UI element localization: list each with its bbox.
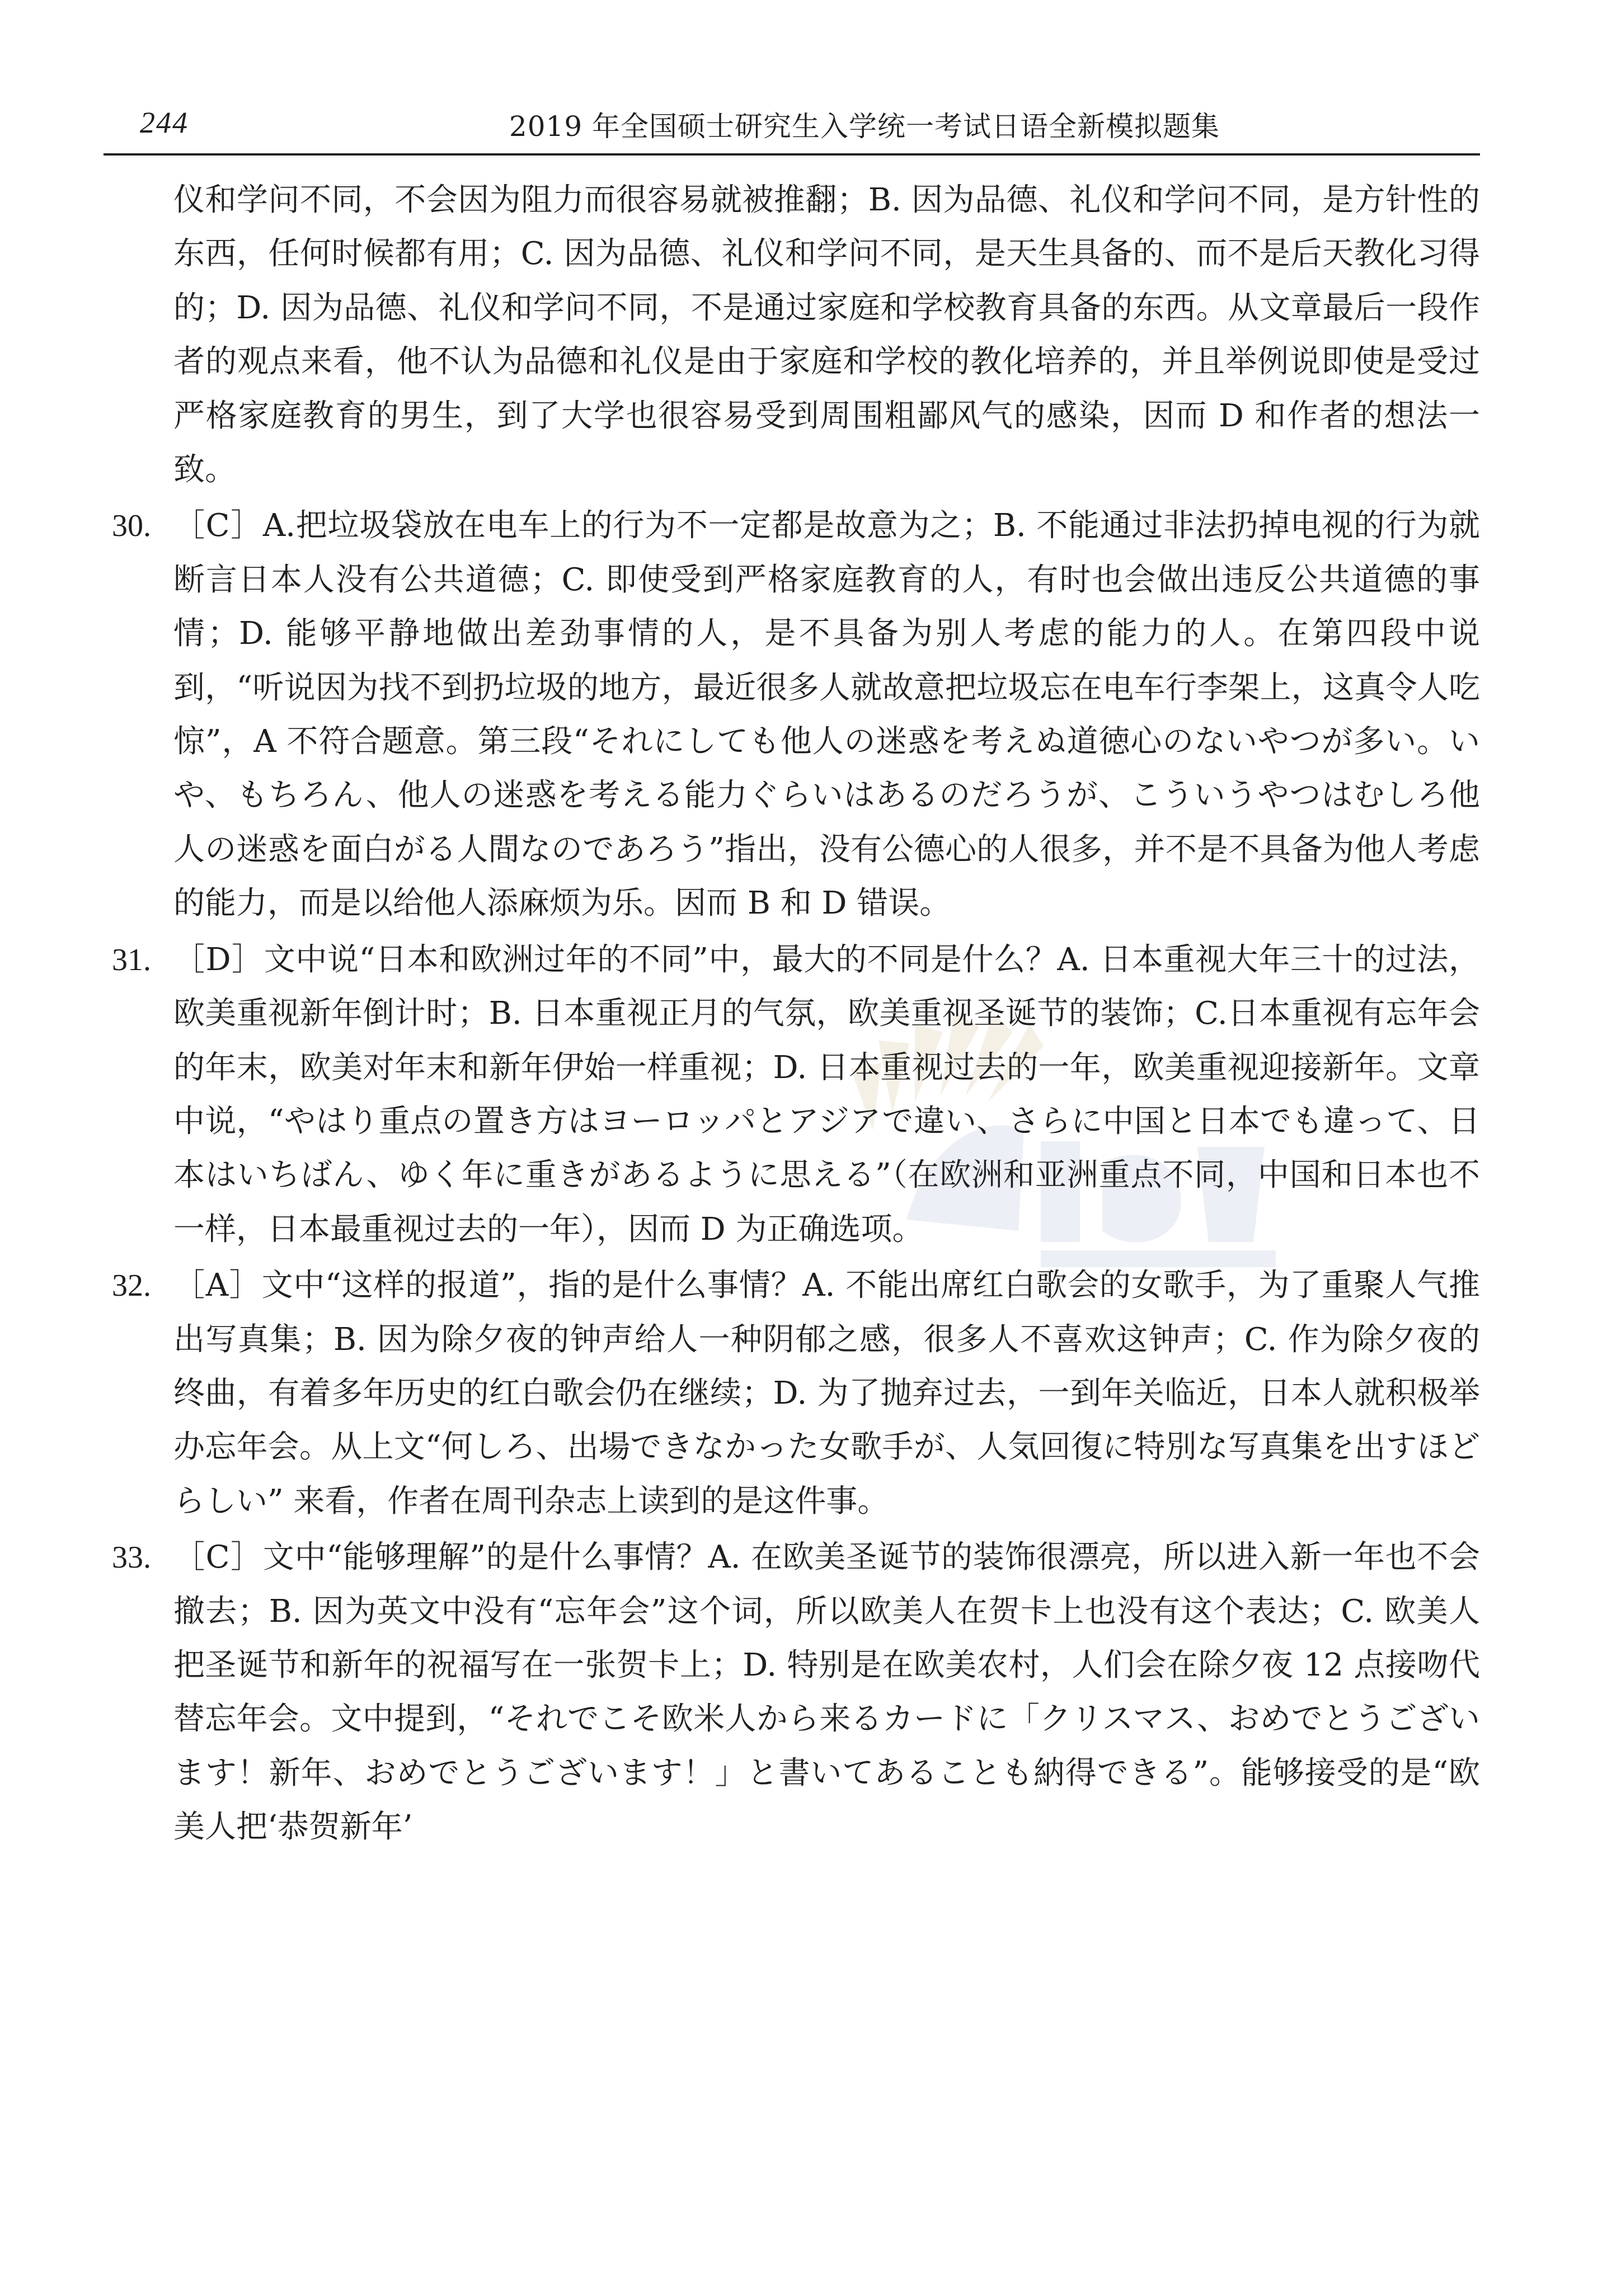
answer-item-30 — [112, 499, 1480, 930]
running-header — [104, 95, 1480, 156]
continued-explanation: 仪和学问不同，不会因为阻力而很容易就被推翻；B. 因为品德、礼仪和学问不同，是方针性的东西，任何时候都有用；C. 因为品德、礼仪和学问不同，是天生具备的、而不是后天教化习得的；D. 因为品德、礼仪和学问不同，不是通过家庭和学校教育具备的东西。从文章最后一段作者的观点来看，他不认为品德和礼仪是由于家庭和学校的教化培养的，并且举例说即使是受过严格家庭教育的男生，到了大学也很容易受到周围粗鄙风气的感染，因而 D 和作者的想法一致。 — [173, 182, 1480, 488]
item-answer: ［C］ — [173, 1539, 263, 1576]
item-text: 文中说“日本和欧洲过年的不同”中，最大的不同是什么？A. 日本重视大年三十的过法，欧美重视新年倒计时；B. 日本重视正月的气氛，欧美重视圣诞节的装饰；C.日本重视有忘年会的年末，欧美对年末和新年伊始一样重视；D. 日本重视过去的一年，欧美重视迎接新年。文章中说，“やはり重点の置き方はヨーロッパとアジアで違い、さらに中国と日本でも違って、日本はいちばん、ゆく年に重きがあるように思える”（在欧洲和亚洲重点不同，中国和日本也不一样，日本最重视过去的一年），因而 D 为正确选项。 — [173, 941, 1480, 1248]
item-explanation — [173, 499, 1480, 930]
book-title: 2019 年全国硕士研究生入学统一考试日语全新模拟题集 — [509, 110, 1220, 143]
item-explanation — [173, 933, 1480, 1257]
item-answer: ［D］ — [173, 941, 264, 978]
page-number: 244 — [140, 106, 189, 139]
answer-item-32 — [112, 1259, 1480, 1528]
item-number: 32. — [112, 1268, 151, 1304]
answer-explanations — [112, 173, 1480, 1855]
item-text: A.把垃圾袋放在电车上的行为不一定都是故意为之；B. 不能通过非法扔掉电视的行为就断言日本人没有公共道德；C. 即使受到严格家庭教育的人，有时也会做出违反公共道德的事情；D. 能够平静地做出差劲事情的人，是不具备为别人考虑的能力的人。在第四段中说到，“听说因为找不到扔垃圾的地方，最近很多人就故意把垃圾忘在电车行李架上，这真令人吃惊”，A 不符合题意。第三段“それにしても他人の迷惑を考えぬ道徳心のないやつが多い。いや、もちろん、他人の迷惑を考える能力ぐらいはあるのだろうが、こういうやつはむしろ他人の迷惑を面白がる人間なのであろう”指出，没有公德心的人很多，并不是不具备为他人考虑的能力，而是以给他人添麻烦为乐。因而 B 和 D 错误。 — [173, 507, 1480, 922]
item-answer: ［C］ — [173, 507, 263, 544]
item-explanation — [173, 1259, 1480, 1528]
item-text: 文中“这样的报道”，指的是什么事情？A. 不能出席红白歌会的女歌手，为了重聚人气推出写真集；B. 因为除夕夜的钟声给人一种阴郁之感，很多人不喜欢这钟声；C. 作为除夕夜的终曲，有着多年历史的红白歌会仍在继续；D. 为了抛弃过去，一到年关临近，日本人就积极举办忘年会。从上文“何しろ、出場できなかった女歌手が、人気回復に特別な写真集を出すほどらしい” 来看，作者在周刊杂志上读到的是这件事。 — [173, 1267, 1480, 1519]
answer-item-33 — [112, 1531, 1480, 1854]
item-answer: ［A］ — [173, 1267, 262, 1304]
answer-item-31 — [112, 933, 1480, 1257]
item-number: 33. — [112, 1540, 151, 1575]
item-explanation — [173, 1531, 1480, 1854]
item-number: 31. — [112, 942, 151, 977]
item-text: 文中“能够理解”的是什么事情？A. 在欧美圣诞节的装饰很漂亮，所以进入新一年也不会撤去；B. 因为英文中没有“忘年会”这个词，所以欧美人在贺卡上也没有这个表达；C. 欧美人把圣诞节和新年的祝福写在一张贺卡上；D. 特别是在欧美农村，人们会在除夕夜 12 点接吻代替忘年会。文中提到，“それでこそ欧米人から来るカードに「クリスマス、おめでとうございます！新年、おめでとうございます！」と書いてあることも納得できる”。能够接受的是“欧美人把‘恭贺新年’ — [173, 1539, 1480, 1846]
item-number: 30. — [112, 509, 151, 544]
